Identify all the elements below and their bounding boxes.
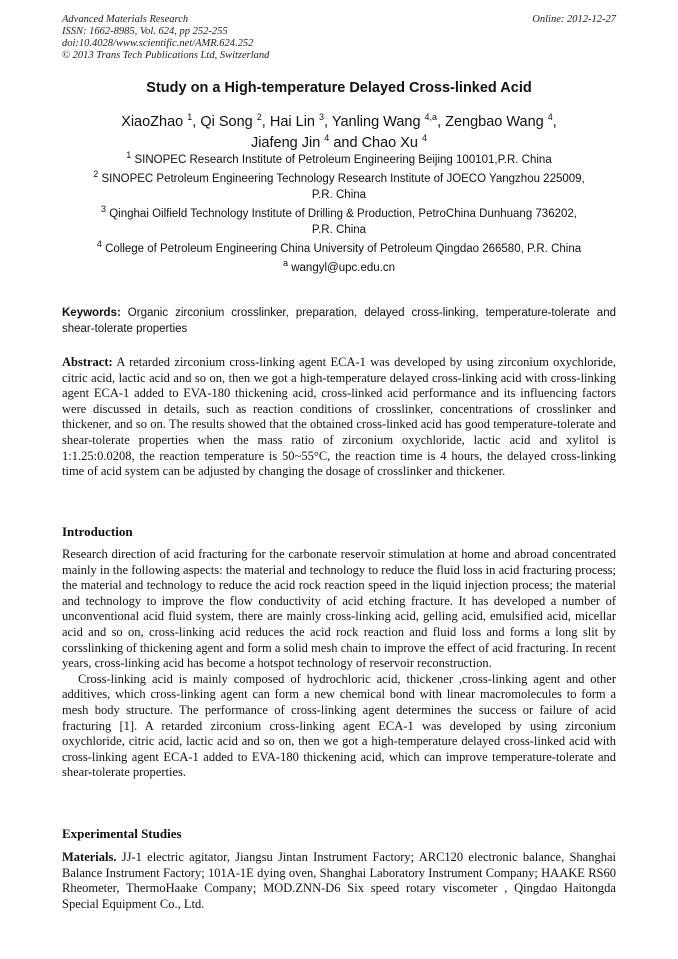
author-separator: and <box>329 135 362 151</box>
affiliation-mark: 2 <box>93 169 99 180</box>
affiliation-mark: 4 <box>96 239 102 250</box>
author-separator: , <box>552 114 557 130</box>
affiliation-3 <box>62 206 616 238</box>
author-affiliation-mark: 4 <box>324 133 330 144</box>
introduction-paragraph-1: Research direction of acid fracturing for the carbonate reservoir stimulation at home and abroad concentrated mainly in the following aspects: the material and technology to reduce the fluid loss in acid fracturing process; the material and technology to reduce the acid rock reaction speed in the liquid injection process; the material and technology to improve the flow conductivity of acid etching fracture. It has developed a number of unconventional acid fluid system, there are mainly cross-linking acid, gelling acid, emulsified acid, micellar acid and so on, cross-linking acid reduces the acid rock reaction and fluid loss and forms a long slit by corsslinking of thickening agent and form a solid mesh chain to improve the effect of acid fracturing. In recent years, cross-linking acid has become a hotspot technology of reservoir reconstruction. <box>62 547 616 671</box>
author-name: Yanling Wang <box>331 114 421 130</box>
issn-line: ISSN: 1662-8985, Vol. 624, pp 252-255 <box>62 26 228 37</box>
affiliation-country: P.R. China <box>311 224 367 236</box>
email-line <box>62 260 616 276</box>
keywords-text: Organic zirconium crosslinker, preparation, delayed cross-linking, temperature-tolerate and shear-tolerate properties <box>62 307 616 335</box>
author-name: Chao Xu <box>361 135 418 151</box>
introduction-paragraph-2: Cross-linking acid is mainly composed of hydrochloric acid, thickener ,cross-linking agent and other additives, which cross-linking agent can form a new chemical bond with linear macromolecules to form a mesh body structure. The performance of cross-linking agent determines the success or failure of acid fracturing [1]. A retarded zirconium cross-linking agent ECA-1 was developed by using zirconium oxychloride, citric acid, lactic acid and so on, then we got a high-temperature delayed cross-linked acid with cross-linking agent ECA-1 added to EVA-180 thickening acid, which can improve temperature-tolerate and shear-tolerate properties. <box>62 671 616 780</box>
author-separator: , <box>261 114 270 130</box>
experimental-heading: Experimental Studies <box>62 826 182 841</box>
keywords-label: Keywords: <box>62 307 121 319</box>
affiliation-text: College of Petroleum Engineering China University of Petroleum Qingdao 266580, P.R. China <box>105 243 582 255</box>
author-affiliation-mark: 1 <box>187 112 193 123</box>
affiliation-2 <box>62 171 616 203</box>
materials-text: JJ-1 electric agitator, Jiangsu Jintan Instrument Factory; ARC120 electronic balance, Shanghai Balance Instrument Factory; 101A-1E dying oven, Shanghai Laboratory Instrument Company; HAAKE RS60 Rheometer, ThermoHaake Company; MOD.ZNN-D6 Six speed rotary viscometer , Qingdao Haitongda Special Equipment Co., Ltd. <box>62 850 616 911</box>
author-row-2 <box>62 133 616 154</box>
author-separator: , <box>324 114 332 130</box>
online-date: Online: 2012-12-27 <box>532 14 616 25</box>
materials-label: Materials. <box>62 850 117 864</box>
author-affiliation-mark: 4 <box>547 112 553 123</box>
affiliation-text: Qinghai Oilfield Technology Institute of Drilling & Production, PetroChina Dunhuang 736202, <box>109 208 577 220</box>
affiliation-4 <box>62 241 616 257</box>
affiliation-1 <box>62 152 616 168</box>
author-affiliation-mark: 4,a <box>424 112 438 123</box>
introduction-body <box>62 547 616 781</box>
author-name: Qi Song <box>200 114 253 130</box>
affiliation-text: SINOPEC Research Institute of Petroleum Engineering Beijing 100101,P.R. China <box>134 154 552 166</box>
abstract-text: A retarded zirconium cross-linking agent ECA-1 was developed by using zirconium oxychloride, citric acid, lactic acid and so on, then we got a high-temperature delayed cross-linking acid with cross-linking agent ECA-1 added to EVA-180 thickening acid, cross-linked acid performance and its influencing factors were discussed in details, such as reaction conditions of crosslinker, concentrations of crosslinker and thickener, and so on. The results showed that the obtained cross-linked acid has good temperature-tolerate and shear-tolerate properties when the mass ratio of zirconium oxychloride, lactic acid and xylitol is 1:1.25:0.0208, the reaction temperature is 50~55°C, the reaction time is 4 hours, the delayed cross-linking time of acid system can be adjusted by changing the dosage of crosslinker and thickener. <box>62 355 616 479</box>
author-name: Zengbao Wang <box>445 114 544 130</box>
author-name: Hai Lin <box>269 114 315 130</box>
keywords-section <box>62 305 616 337</box>
email-address[interactable]: wangyl@upc.edu.cn <box>291 262 395 274</box>
abstract-label: Abstract: <box>62 355 113 369</box>
affiliation-mark: 3 <box>101 204 107 215</box>
abstract-section <box>62 355 616 480</box>
affiliation-mark: 1 <box>126 150 132 161</box>
author-separator: , <box>192 114 201 130</box>
author-name: XiaoZhao <box>121 114 184 130</box>
author-list <box>62 112 616 154</box>
journal-name: Advanced Materials Research <box>62 14 189 25</box>
author-row-1 <box>62 112 616 133</box>
author-name: Jiafeng Jin <box>250 135 321 151</box>
introduction-heading: Introduction <box>62 524 133 539</box>
materials-paragraph <box>62 850 616 912</box>
copyright-line: © 2013 Trans Tech Publications Ltd, Switzerland <box>62 50 270 61</box>
journal-header <box>62 14 616 62</box>
doi-line: doi:10.4028/www.scientific.net/AMR.624.252 <box>62 38 254 49</box>
affiliation-text: SINOPEC Petroleum Engineering Technology Research Institute of JOECO Yangzhou 225009, <box>101 173 585 185</box>
author-separator: , <box>437 114 446 130</box>
affiliation-country: P.R. China <box>311 189 367 201</box>
author-affiliation-mark: 3 <box>319 112 325 123</box>
paper-title: Study on a High-temperature Delayed Cross-linked Acid <box>146 80 532 96</box>
email-mark: a <box>283 258 289 269</box>
author-affiliation-mark: 4 <box>422 133 428 144</box>
affiliation-list <box>62 152 616 279</box>
author-affiliation-mark: 2 <box>256 112 262 123</box>
